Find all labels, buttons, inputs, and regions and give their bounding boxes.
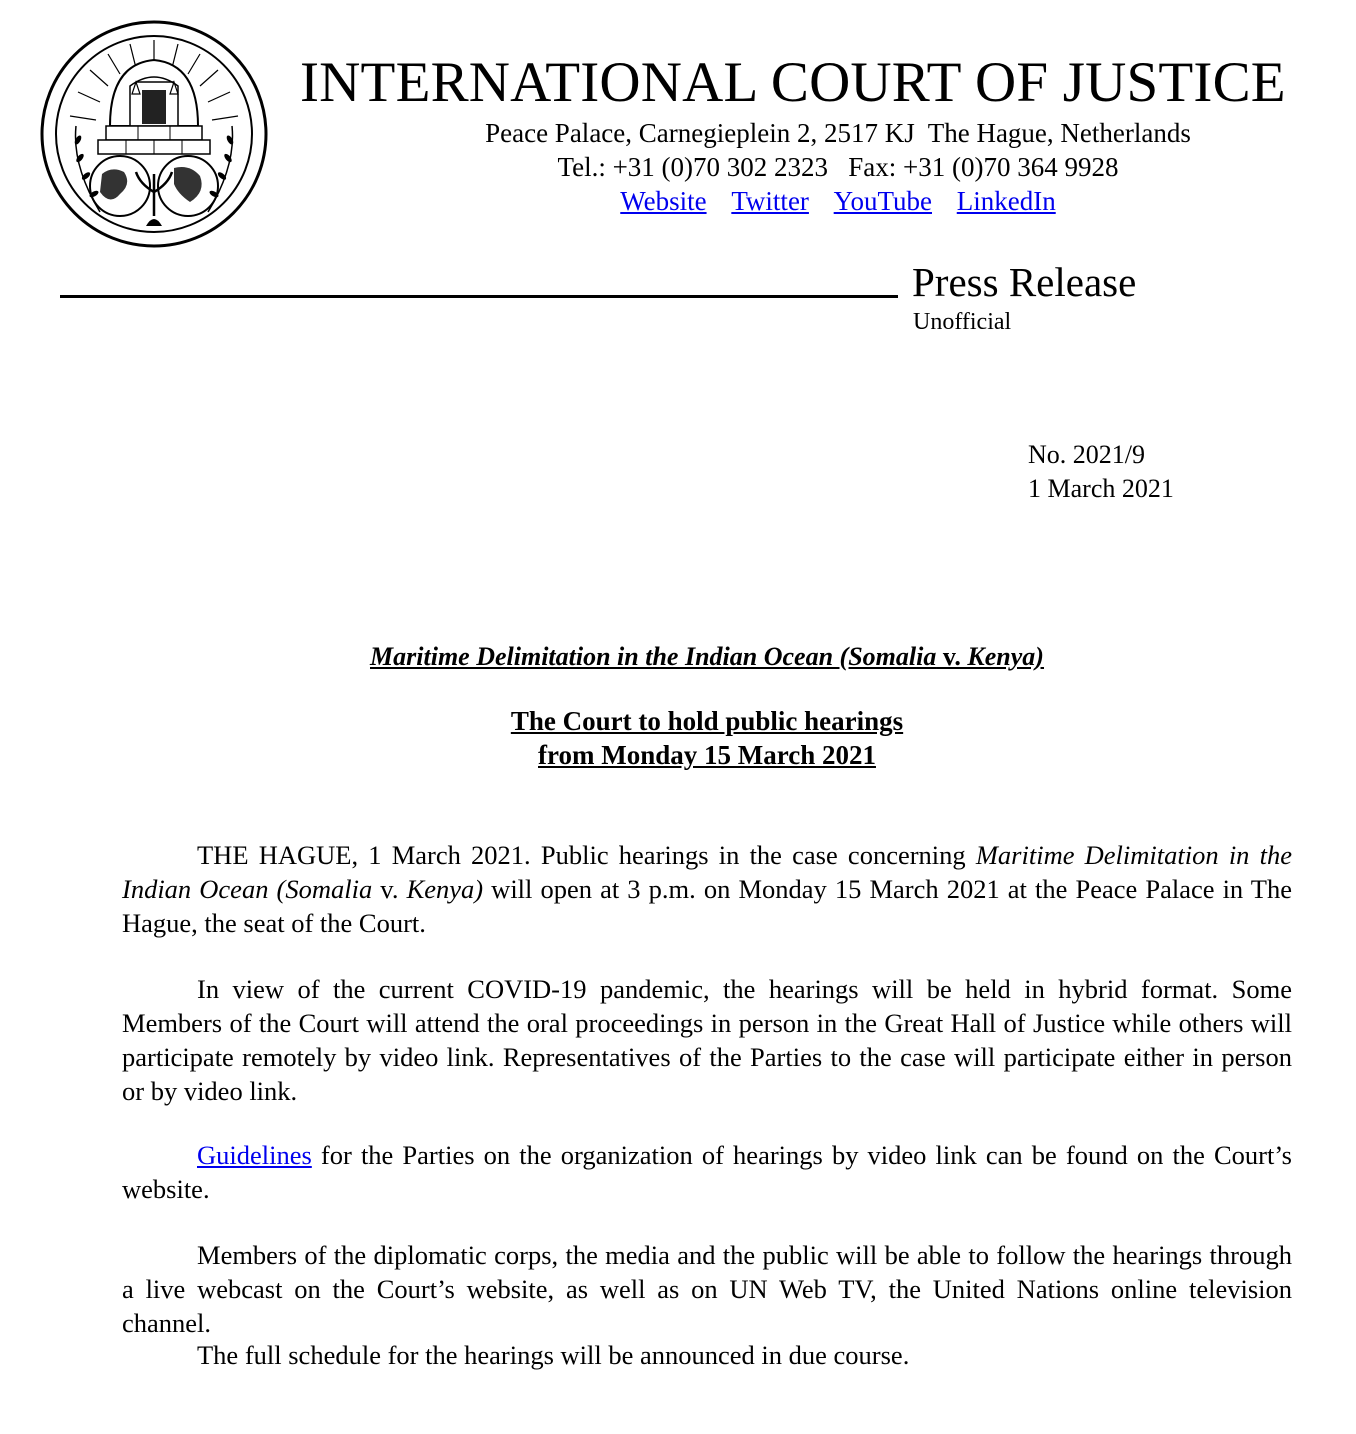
case-title-part1: Maritime Delimitation in the Indian Ocean (Somalia: [370, 642, 937, 671]
body-paragraph-2: In view of the current COVID-19 pandemic, the hearings will be held in hybrid format. Some Members of the Court will attend the oral proceedings in person in the Great Hall of Justice while others will participate remotely by video link. Representatives of the Parties to the case will participate either in person or by video link.: [122, 974, 1292, 1106]
reference-date: 1 March 2021: [1028, 474, 1174, 503]
headline-line1: [0, 704, 1356, 738]
body-paragraph-5: The full schedule for the hearings will be announced in due course.: [197, 1340, 910, 1370]
header-links: [300, 184, 1356, 218]
p3-tail: for the Parties on the organization of hearings by video link can be found on the Court’s website.: [122, 1140, 1292, 1204]
website-link[interactable]: Website: [620, 186, 707, 216]
document-type: Press Release: [912, 259, 1137, 305]
p1-lead: THE HAGUE, 1 March 2021. Public hearings in the case concerning: [197, 840, 976, 870]
twitter-link[interactable]: Twitter: [731, 186, 809, 216]
p1-tail: will open at 3 p.m. on Monday 15 March 2021 at the Peace Palace in The Hague, the seat of the Court.: [122, 874, 1292, 938]
headline-line1-text: The Court to hold public hearings: [510, 706, 904, 736]
body-paragraph-4: Members of the diplomatic corps, the media and the public will be able to follow the hearings through a live webcast on the Court’s website, as well as on UN Web TV, the United Nations online television channel.: [122, 1240, 1292, 1338]
case-title-part2: Kenya): [967, 642, 1044, 671]
document-status: Unofficial: [913, 309, 1012, 335]
header-rule: [60, 295, 898, 298]
icj-seal-icon: [40, 16, 268, 252]
case-title-connector: v.: [936, 642, 968, 671]
p1-v: v.: [372, 874, 407, 904]
contact-line: Tel.: +31 (0)70 302 2323 Fax: +31 (0)70 364 9928: [557, 152, 1119, 182]
headline-line2: [0, 738, 1356, 772]
address-line: Peace Palace, Carnegieplein 2, 2517 KJ The Hague, Netherlands: [485, 118, 1191, 148]
headline-line2-text: from Monday 15 March 2021: [538, 740, 876, 770]
linkedin-link[interactable]: LinkedIn: [956, 186, 1056, 216]
body-paragraph-3: [122, 1138, 1292, 1206]
body-paragraph-1: [122, 838, 1292, 940]
p1-case-a: Maritime Delimitation in the Indian Ocean (Somalia: [122, 840, 1292, 904]
case-title: [0, 640, 1356, 674]
reference-number: No. 2021/9: [1028, 440, 1145, 469]
org-title: INTERNATIONAL COURT OF JUSTICE: [300, 51, 1286, 114]
youtube-link[interactable]: YouTube: [833, 186, 932, 216]
guidelines-link[interactable]: Guidelines: [197, 1140, 312, 1170]
p1-case-b: Kenya): [406, 874, 484, 904]
